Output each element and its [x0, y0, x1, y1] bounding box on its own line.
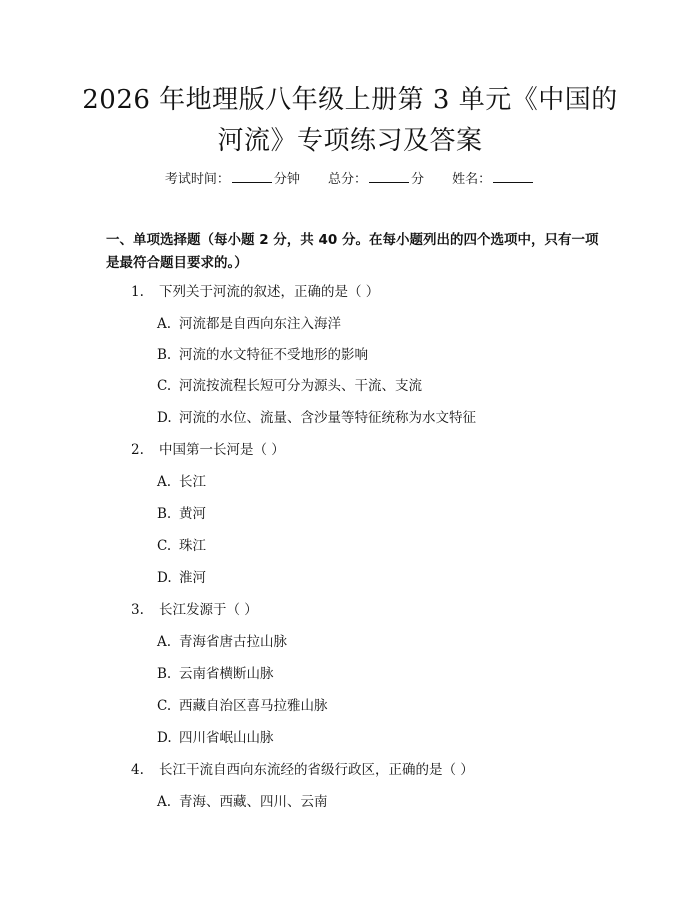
option-4a — [157, 793, 328, 811]
option-text: 云南省横断山脉 — [179, 666, 274, 682]
option-text: 河流都是自西向东注入海洋 — [179, 316, 341, 332]
option-2a — [157, 473, 206, 491]
option-text: 青海、西藏、四川、云南 — [179, 794, 328, 810]
option-text: 河流的水文特征不受地形的影响 — [179, 347, 368, 363]
option-3a — [157, 633, 287, 651]
option-2c — [157, 537, 206, 555]
option-letter: A. — [157, 794, 172, 810]
question-text: 下列关于河流的叙述，正确的是（ ） — [159, 284, 380, 300]
option-text: 西藏自治区喜马拉雅山脉 — [179, 698, 328, 714]
question-3 — [131, 601, 258, 619]
question-text: 中国第一长河是（ ） — [159, 442, 285, 458]
option-1d — [157, 409, 476, 427]
exam-meta — [0, 170, 700, 189]
question-4 — [131, 761, 474, 779]
option-letter: A. — [157, 316, 172, 332]
option-2d — [157, 569, 206, 587]
option-text: 长江 — [179, 474, 206, 490]
option-letter: B. — [157, 506, 172, 522]
exam-time — [165, 172, 304, 187]
exam-time-label: 考试时间： — [164, 172, 230, 187]
option-letter: B. — [157, 666, 172, 682]
total-score-unit: 分 — [411, 172, 425, 187]
option-3d — [157, 729, 274, 747]
option-2b — [157, 505, 206, 523]
option-letter: A. — [157, 474, 172, 490]
option-1b — [157, 346, 368, 364]
option-letter: D. — [157, 570, 172, 586]
option-3b — [157, 665, 274, 683]
question-number: 4. — [131, 762, 144, 778]
student-name — [452, 172, 535, 187]
question-number: 1. — [131, 284, 144, 300]
title-line-1: 2026 年地理版八年级上册第 3 单元《中国的 — [82, 85, 618, 115]
question-number: 3. — [131, 602, 144, 618]
option-letter: C. — [157, 538, 172, 554]
option-3c — [157, 697, 328, 715]
option-1c — [157, 377, 422, 395]
option-letter: A. — [157, 634, 172, 650]
page-title — [0, 80, 700, 162]
option-letter: D. — [157, 730, 172, 746]
student-name-blank — [493, 170, 533, 183]
question-text: 长江发源于（ ） — [159, 602, 258, 618]
option-letter: C. — [157, 698, 172, 714]
option-text: 青海省唐古拉山脉 — [179, 634, 287, 650]
option-text: 河流按流程长短可分为源头、干流、支流 — [179, 378, 422, 394]
title-line-2: 河流》专项练习及答案 — [217, 126, 483, 156]
exam-time-unit: 分钟 — [273, 172, 300, 187]
option-text: 黄河 — [179, 506, 206, 522]
total-score-label: 总分： — [327, 172, 367, 187]
exam-time-blank — [232, 170, 272, 183]
option-letter: C. — [157, 378, 172, 394]
student-name-label: 姓名： — [452, 172, 492, 187]
question-2 — [131, 441, 285, 459]
option-letter: B. — [157, 347, 172, 363]
option-text: 珠江 — [179, 538, 206, 554]
option-1a — [157, 315, 341, 333]
question-text: 长江干流自西向东流经的省级行政区，正确的是（ ） — [159, 762, 474, 778]
section-heading: 一、单项选择题（每小题 2 分，共 40 分。在每小题列出的四个选项中，只有一项是最符合题目要求的。） — [106, 232, 599, 271]
total-score — [328, 172, 428, 187]
question-number: 2. — [131, 442, 144, 458]
option-letter: D. — [157, 410, 172, 426]
option-text: 淮河 — [179, 570, 206, 586]
total-score-blank — [369, 170, 409, 183]
option-text: 河流的水位、流量、含沙量等特征统称为水文特征 — [179, 410, 476, 426]
option-text: 四川省岷山山脉 — [179, 730, 274, 746]
question-1 — [131, 283, 379, 301]
